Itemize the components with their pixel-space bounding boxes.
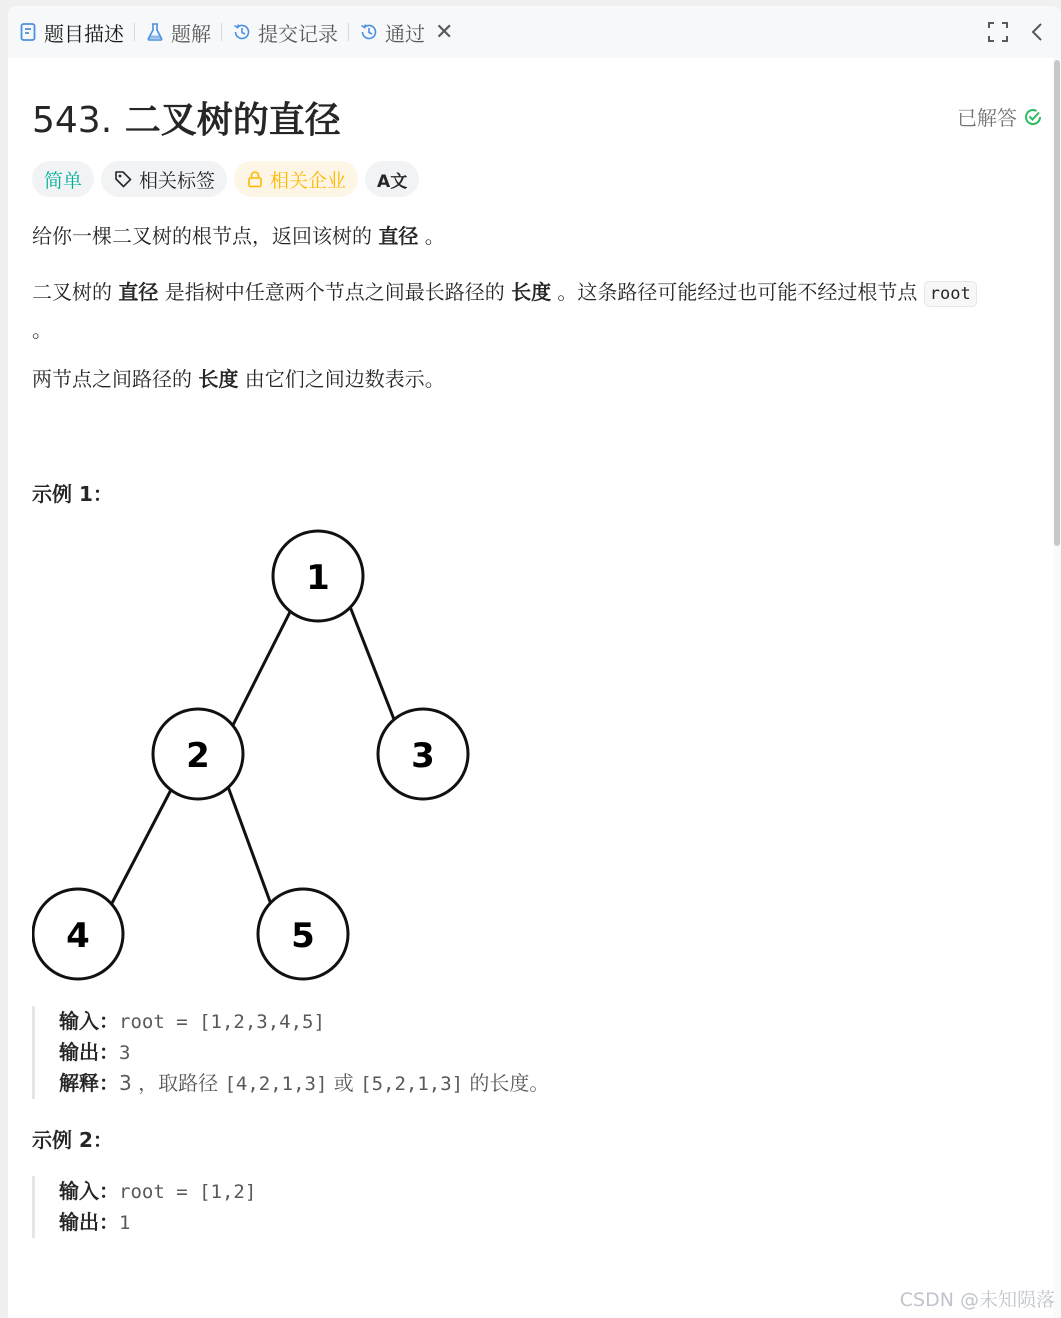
input-value: root = [1,2] [119, 1181, 257, 1203]
example-2-heading: 示例 2： [32, 1128, 113, 1152]
text: 是指树中任意两个节点之间最长路径的 [158, 280, 512, 304]
fullscreen-icon[interactable] [985, 19, 1011, 45]
example-output-line [59, 1207, 256, 1238]
text: 两节点之间路径的 [32, 367, 199, 391]
close-icon[interactable]: ✕ [435, 19, 454, 45]
tab-solutions[interactable] [135, 17, 221, 47]
svg-text:2: 2 [186, 736, 210, 776]
input-value: root = [1,2,3,4,5] [119, 1011, 325, 1033]
related-companies-button[interactable] [234, 161, 358, 197]
tab-bar [8, 6, 1061, 58]
binary-tree-diagram [32, 524, 472, 984]
history-icon [232, 22, 252, 42]
input-label: 输入： [59, 1009, 119, 1033]
example-output-line [59, 1037, 549, 1068]
flask-icon [145, 22, 165, 42]
chevron-left-icon[interactable] [1025, 19, 1051, 45]
path-value: [5,2,1,3] [360, 1073, 464, 1095]
svg-text:1: 1 [306, 558, 330, 598]
bold-term: 直径 [118, 280, 159, 304]
input-label: 输入： [59, 1179, 119, 1203]
example-1-heading: 示例 1： [32, 482, 113, 506]
page-title [32, 92, 341, 143]
translate-icon: A文 [377, 171, 408, 192]
inline-code: root [924, 281, 977, 307]
explanation-text: 3 ，取路径 [119, 1071, 225, 1095]
svg-text:4: 4 [66, 916, 90, 956]
bold-term: 长度 [511, 280, 552, 304]
explanation-text: 的长度。 [463, 1071, 550, 1095]
tab-submissions[interactable] [222, 17, 348, 47]
problem-title: 二叉树的直径 [124, 100, 341, 141]
related-tags-label: 相关标签 [139, 169, 216, 192]
explanation-label: 解释： [59, 1071, 119, 1095]
tree-node [273, 531, 363, 621]
text: 由它们之间边数表示。 [238, 367, 445, 391]
path-value: [4,2,1,3] [224, 1073, 328, 1095]
example-input-line [59, 1006, 549, 1037]
problem-number: 543. [32, 100, 113, 141]
description-paragraph-3 [32, 361, 445, 397]
tab-accepted[interactable] [349, 17, 463, 47]
output-label: 输出： [59, 1210, 119, 1234]
tab-description[interactable] [8, 17, 134, 47]
tab-accepted-label: 通过 [385, 21, 425, 46]
text: 。 [32, 318, 52, 342]
example-input-line [59, 1176, 256, 1207]
tab-solutions-label: 题解 [171, 21, 211, 46]
related-tags-button[interactable] [101, 161, 227, 197]
related-companies-label: 相关企业 [270, 169, 347, 192]
scrollbar-thumb[interactable] [1054, 60, 1060, 546]
tree-node [258, 889, 348, 979]
description-paragraph-1 [32, 218, 445, 254]
difficulty-label: 简单 [44, 169, 83, 192]
description-paragraph-2 [32, 274, 977, 348]
problem-panel [8, 58, 1053, 1318]
tree-node [153, 709, 243, 799]
example-explanation-line [59, 1068, 549, 1099]
text: 。这条路径可能经过也可能不经过根节点 [551, 280, 924, 304]
example-2-block [32, 1176, 256, 1238]
history-icon [359, 22, 379, 42]
tab-submissions-label: 提交记录 [258, 21, 338, 46]
check-circle-icon [1023, 107, 1043, 127]
lock-icon [246, 170, 264, 188]
text: 。 [418, 224, 445, 248]
document-icon [18, 22, 38, 42]
svg-text:5: 5 [291, 916, 315, 956]
watermark: CSDN @未知陨落 [899, 1289, 1055, 1311]
difficulty-badge[interactable] [32, 161, 94, 197]
solved-label: 已解答 [957, 106, 1017, 130]
svg-text:3: 3 [411, 736, 435, 776]
output-value: 1 [119, 1212, 131, 1234]
bold-term: 直径 [378, 224, 419, 248]
translate-button[interactable] [365, 161, 419, 197]
tag-row [32, 161, 426, 197]
tab-description-label: 题目描述 [44, 21, 124, 46]
tree-node [33, 889, 123, 979]
explanation-text: 或 [327, 1071, 361, 1095]
vertical-scrollbar[interactable] [1053, 58, 1061, 1318]
text: 给你一棵二叉树的根节点，返回该树的 [32, 224, 379, 248]
solved-status [957, 102, 1043, 131]
bold-term: 长度 [198, 367, 239, 391]
tree-node [378, 709, 468, 799]
tag-icon [113, 169, 133, 189]
example-1-block [32, 1006, 549, 1099]
output-label: 输出： [59, 1040, 119, 1064]
output-value: 3 [119, 1042, 131, 1064]
text: 二叉树的 [32, 280, 119, 304]
